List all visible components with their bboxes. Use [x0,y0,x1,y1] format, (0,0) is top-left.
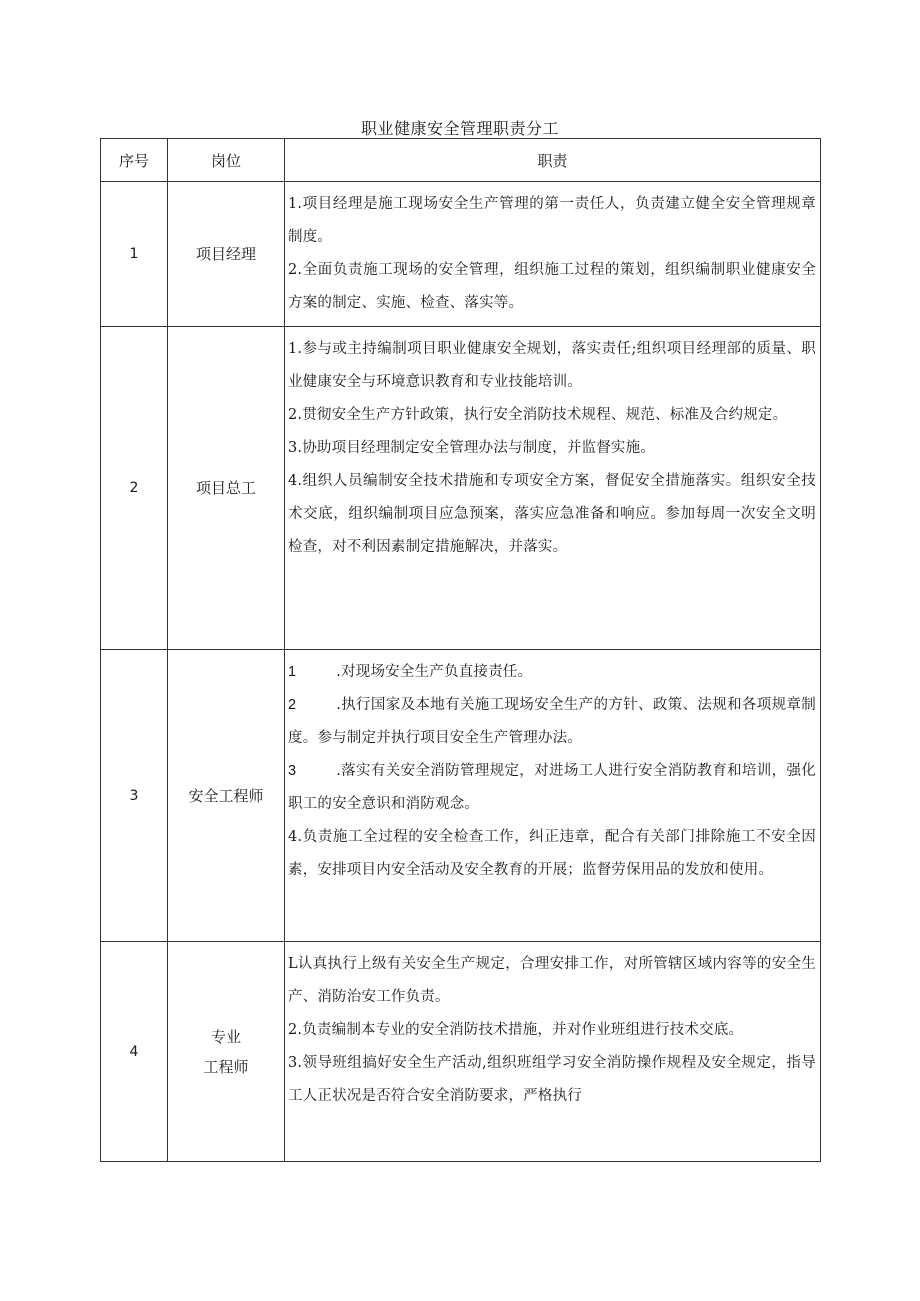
duty-item-number: 3 [288,763,297,779]
duty-item: 3.领导班组搞好安全生产活动,组织班组学习安全消防操作规程及安全规定，指导工人正状况是否符合安全消防要求，严格执行 [288,1055,816,1104]
header-duty: 职责 [285,139,821,182]
row-position [168,942,285,1162]
duty-item-text: .执行国家及本地有关施工现场安全生产的方针、政策、法规和各项规章制度。参与制定并执行项目安全生产管理办法。 [288,697,816,746]
duty-item: 1.项目经理是施工现场安全生产管理的第一责任人，负责建立健全安全管理规章制度。 [288,196,816,245]
table-row [101,327,821,650]
row-duties [285,182,821,327]
row-position-line: 专业 [210,1027,241,1046]
duty-item [288,755,816,821]
duty-item: L认真执行上级有关安全生产规定，合理安排工作，对所管辖区域内容等的安全生产、消防治安工作负责。 [288,956,816,1005]
duty-item: 2.贯彻安全生产方针政策，执行安全消防技术规程、规范、标准及合约规定。 [288,407,788,423]
row-num: 2 [101,327,168,650]
table-row [101,182,821,327]
duty-item-number: 1 [288,664,297,680]
duty-item: 2.全面负责施工现场的安全管理，组织施工过程的策划，组织编制职业健康安全方案的制定、实施、检查、落实等。 [288,262,816,311]
duty-item: 3.协助项目经理制定安全管理办法与制度，并监督实施。 [288,440,656,456]
header-num: 序号 [101,139,168,182]
duty-item [288,656,816,689]
row-position: 项目总工 [168,327,285,650]
row-duties [285,650,821,942]
row-num: 4 [101,942,168,1162]
row-position: 安全工程师 [168,650,285,942]
duty-item: 4.负责施工全过程的安全检查工作，纠正违章，配合有关部门排除施工不安全因素，安排项目内安全活动及安全教育的开展；监督劳保用品的发放和使用。 [288,829,816,878]
duty-item-text: .落实有关安全消防管理规定，对进场工人进行安全消防教育和培训，强化职工的安全意识和消防观念。 [288,763,816,812]
document-title: 职业健康安全管理职责分工 [360,119,559,138]
table-header-row [101,139,821,182]
table-row [101,650,821,942]
table-row [101,942,821,1162]
row-num: 1 [101,182,168,327]
header-position: 岗位 [168,139,285,182]
duty-item-text: .对现场安全生产负直接责任。 [336,664,533,680]
duty-item: 2.负责编制本专业的安全消防技术措施，并对作业班组进行技术交底。 [288,1022,744,1038]
duty-item: 1.参与或主持编制项目职业健康安全规划，落实责任;组织项目经理部的质量、职业健康安全与环境意识教育和专业技能培训。 [288,341,816,390]
duty-item-number: 2 [288,697,297,713]
row-num: 3 [101,650,168,942]
row-duties [285,327,821,650]
row-duties [285,942,821,1162]
duty-item [288,689,816,755]
responsibility-table [100,138,821,1162]
duty-item: 4.组织人员编制安全技术措施和专项安全方案，督促安全措施落实。组织安全技术交底，组织编制项目应急预案，落实应急准备和响应。参加每周一次安全文明检查，对不利因素制定措施解决，并落实。 [288,473,816,555]
row-position: 项目经理 [168,182,285,327]
row-position-line: 工程师 [203,1057,249,1076]
